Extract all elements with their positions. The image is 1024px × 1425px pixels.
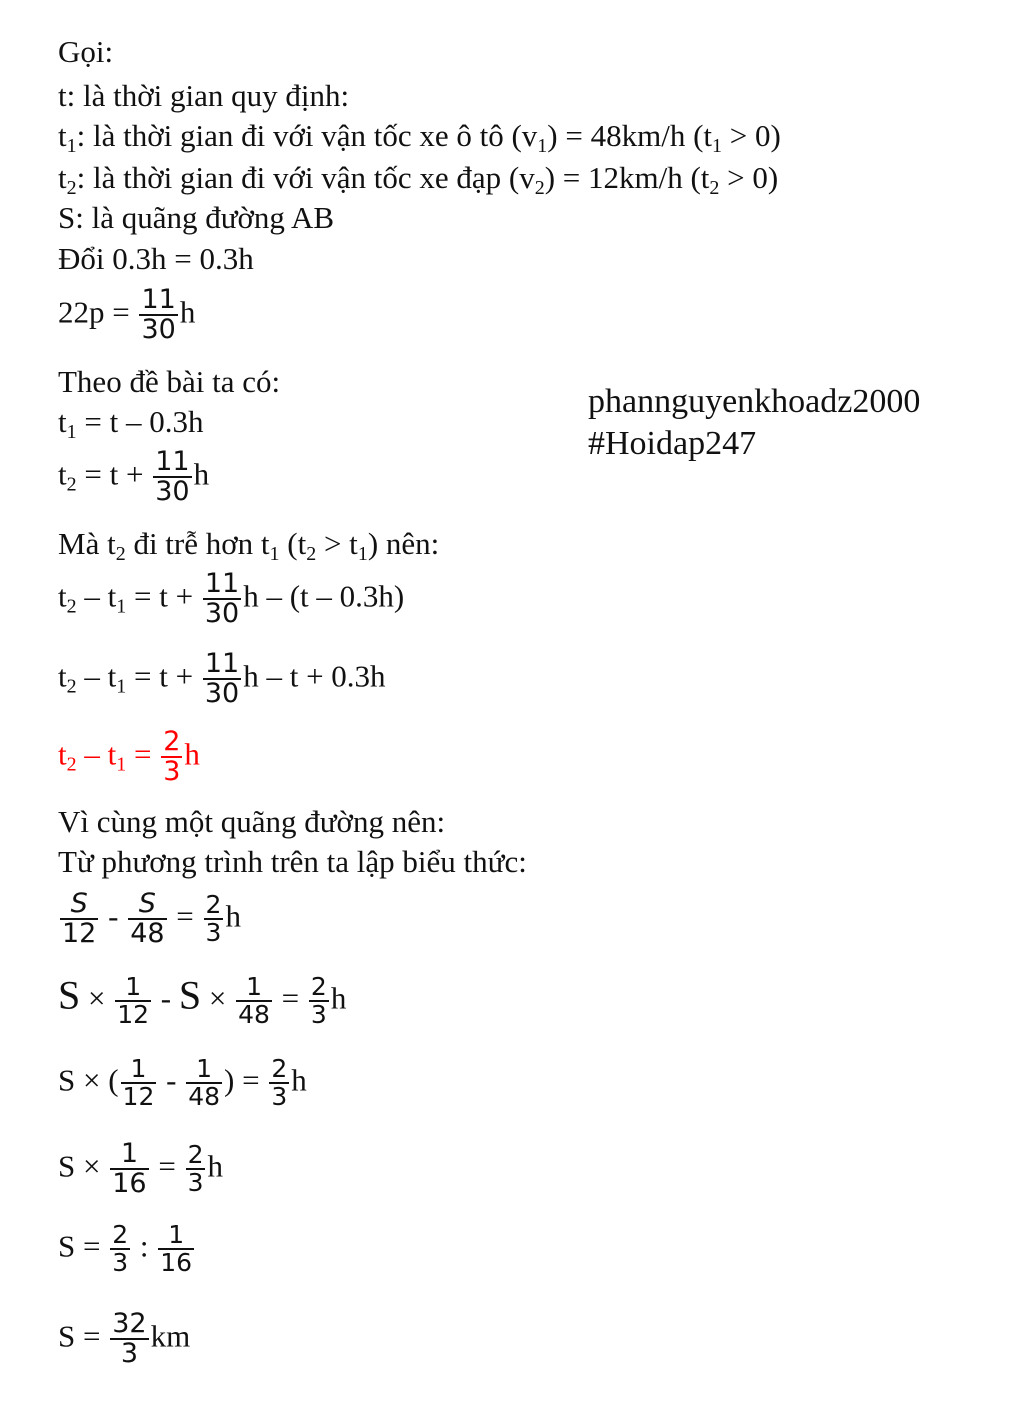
equation-1: $\frac{S}{12}$ - $\frac{S}{48}$ = $\frac{2}{3}$ h bbox=[62, 888, 241, 950]
fraction: $\frac{1}{12}$ bbox=[122, 1054, 155, 1112]
fraction: $\frac{S}{48}$ bbox=[130, 888, 165, 950]
fraction: $\frac{2}{3}$ bbox=[271, 1054, 288, 1112]
derivation-result: $t_2 - t_1$ = $\frac{2}{3}$ h bbox=[58, 726, 200, 788]
derivation-intro: Mà $t_2$ đi trễ hơn $t_1$ $(t_2 > t_1)$ nên: bbox=[58, 526, 440, 565]
def-s: S: là quãng đường AB bbox=[58, 200, 335, 235]
fraction: $\frac{2}{3}$ bbox=[163, 726, 181, 788]
watermark-username: phannguyenkhoadz2000 bbox=[588, 383, 921, 420]
fraction: $\frac{1}{16}$ bbox=[160, 1220, 193, 1278]
equation-3: S × ( $\frac{1}{12}$ - $\frac{1}{48}$ ) = $\frac{2}{3}$ h bbox=[58, 1054, 307, 1112]
fraction: $\frac{2}{3}$ bbox=[112, 1220, 129, 1278]
solve-intro2: Từ phương trình trên ta lập biểu thức: bbox=[58, 844, 527, 879]
derivation-step2: $t_2 - t_1 = t$ + $\frac{11}{30}$ h – t + 0.3h bbox=[58, 648, 386, 710]
equation-2: S × $\frac{1}{12}$ - S × $\frac{1}{48}$ = $\frac{2}{3}$ h bbox=[58, 972, 347, 1030]
convert-line: Đổi 0.3h = 0.3h bbox=[58, 241, 254, 276]
fraction: $\frac{1}{48}$ bbox=[188, 1054, 220, 1112]
solve-intro1: Vì cùng một quãng đường nên: bbox=[58, 804, 446, 839]
given-intro: Theo đề bài ta có: bbox=[58, 364, 281, 399]
fraction: $\frac{S}{12}$ bbox=[62, 888, 97, 950]
fraction: $\frac{2}{3}$ bbox=[187, 1140, 204, 1198]
fraction: $\frac{1}{12}$ bbox=[117, 972, 150, 1030]
fraction: $\frac{11}{30}$ bbox=[204, 648, 240, 710]
fraction: $\frac{2}{3}$ bbox=[205, 890, 222, 948]
heading: Gọi: bbox=[58, 34, 114, 69]
equation-5: S = $\frac{2}{3}$ : $\frac{1}{16}$ bbox=[58, 1220, 193, 1278]
fraction: $\frac{2}{3}$ bbox=[310, 972, 327, 1030]
equation-6: S = $\frac{32}{3}$ km bbox=[58, 1308, 191, 1370]
fraction: $\frac{1}{48}$ bbox=[238, 972, 270, 1030]
derivation-step1: $t_2 - t_1 = t$ + $\frac{11}{30}$ h – (t – 0.3h) bbox=[58, 568, 405, 630]
watermark-tag: #Hoidap247 bbox=[588, 425, 757, 462]
fraction: $\frac{11}{30}$ bbox=[155, 446, 190, 508]
eq-t2: $t_2 = t$ + $\frac{11}{30}$ h bbox=[58, 446, 210, 508]
fraction: $\frac{1}{16}$ bbox=[112, 1138, 147, 1200]
def-t1: $t_1$: là thời gian đi với vận tốc xe ô tô $(v_1) = 48km/h$ $(t_1 > 0)$ bbox=[58, 118, 781, 157]
fraction: $\frac{32}{3}$ bbox=[112, 1308, 147, 1370]
fraction: $\frac{11}{30}$ bbox=[204, 568, 240, 630]
fraction: $\frac{11}{30}$ bbox=[141, 284, 176, 346]
equation-4: S × $\frac{1}{16}$ = $\frac{2}{3}$ h bbox=[58, 1138, 223, 1200]
def-t: t: là thời gian quy định: bbox=[58, 78, 350, 113]
p22-line: 22p = $\frac{11}{30}$ h bbox=[58, 284, 196, 346]
eq-t1: $t_1 = t - 0.3h$ bbox=[58, 404, 204, 443]
def-t2: $t_2$: là thời gian đi với vận tốc xe đạp $(v_2) = 12km/h$ $(t_2 > 0)$ bbox=[58, 160, 779, 199]
